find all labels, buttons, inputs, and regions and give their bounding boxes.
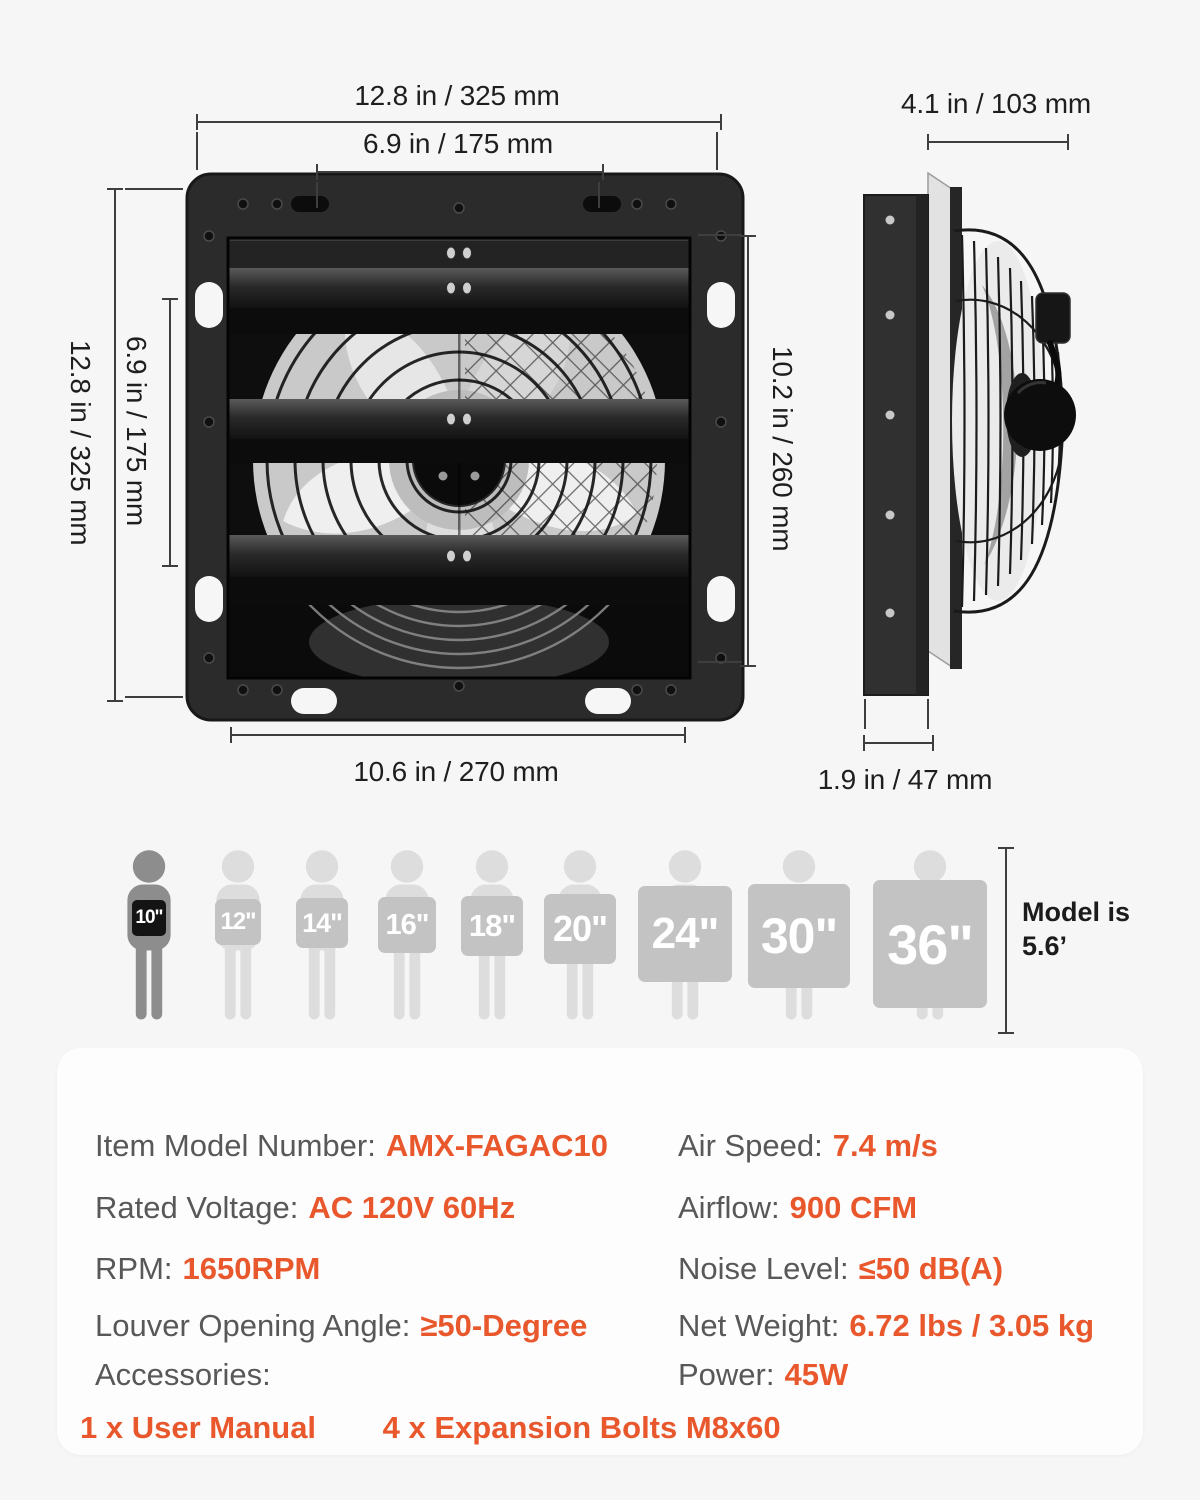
spec-row-air-speed [678,1128,938,1164]
spec-row-noise [678,1251,1003,1287]
fan-panel-36 [873,880,987,1008]
spec-value: 45W [784,1357,849,1392]
spec-label: Power: [678,1357,775,1392]
dim-line-side-depth-frame [863,735,934,751]
accessories-line [80,1410,839,1446]
spec-row-rpm [95,1251,320,1287]
spec-value: ≥50-Degree [420,1308,588,1343]
spec-value: AMX-FAGAC10 [385,1128,609,1163]
spec-label: Noise Level: [678,1251,849,1286]
spec-value: 900 CFM [789,1190,918,1225]
dim-line-front-width-inner [316,164,604,180]
size-label: 16" [385,908,429,941]
spec-value: ≤50 dB(A) [858,1251,1004,1286]
dim-front-width-outer: 12.8 in / 325 mm [354,80,560,111]
spec-row-airflow [678,1190,917,1226]
spec-value: 7.4 m/s [832,1128,938,1163]
spec-label: Accessories: [95,1357,271,1392]
spec-row-weight [678,1308,1094,1344]
spec-row-accessories [95,1357,271,1393]
fan-panel-10 [132,900,166,936]
dim-front-width-inner: 6.9 in / 175 mm [363,128,553,159]
fan-panel-20 [544,894,616,964]
size-label: 24" [651,909,719,958]
size-label: 18" [468,908,516,943]
spec-value: 6.72 lbs / 3.05 kg [849,1308,1095,1343]
spec-label: Air Speed: [678,1128,823,1163]
spec-label: Rated Voltage: [95,1190,299,1225]
fan-panel-14 [296,898,348,948]
dim-line-side-depth-total [927,134,1069,150]
fan-panel-16 [378,897,436,953]
size-label: 30" [760,908,838,964]
spec-value: AC 120V 60Hz [308,1190,516,1225]
spec-row-power [678,1357,848,1393]
fan-front-view-illustration [185,172,745,722]
accessory-item: 4 x Expansion Bolts M8x60 [382,1410,781,1445]
dim-line-front-height-inner [162,298,178,567]
fan-panel-12 [215,899,261,945]
dim-line-front-width-bottom [230,727,686,743]
fan-panel-18 [461,896,523,956]
spec-label: RPM: [95,1251,173,1286]
spec-label: Item Model Number: [95,1128,376,1163]
dim-front-width-bottom: 10.6 in / 270 mm [353,756,559,787]
fan-panel-30 [748,884,850,988]
dim-front-height-outer: 12.8 in / 325 mm [65,340,96,546]
dim-front-opening-height: 10.2 in / 260 mm [767,346,798,552]
model-note-line2: 5.6’ [1022,930,1068,961]
dim-front-height-inner: 6.9 in / 175 mm [121,335,152,526]
dim-line-front-opening-height [740,235,756,667]
size-label: 10" [135,907,163,928]
size-label: 12" [220,908,256,935]
spec-value: 1650RPM [182,1251,321,1286]
model-note-line1: Model is [1022,897,1131,927]
fan-side-view-illustration [850,165,1110,760]
dim-side-depth-total: 4.1 in / 103 mm [901,88,1091,119]
spec-label: Louver Opening Angle: [95,1308,411,1343]
model-height-note [1022,896,1130,964]
size-label: 14" [302,907,342,938]
spec-row-louver-angle [95,1308,587,1344]
accessory-item: 1 x User Manual [80,1410,317,1445]
spec-row-voltage [95,1190,515,1226]
dim-side-depth-frame: 1.9 in / 47 mm [817,764,993,795]
spec-row-model [95,1128,608,1164]
spec-label: Airflow: [678,1190,780,1225]
size-label: 36" [887,912,973,976]
spec-label: Net Weight: [678,1308,840,1343]
fan-panel-24 [638,886,732,982]
size-label: 20" [552,908,608,949]
model-height-bracket [998,847,1014,1034]
